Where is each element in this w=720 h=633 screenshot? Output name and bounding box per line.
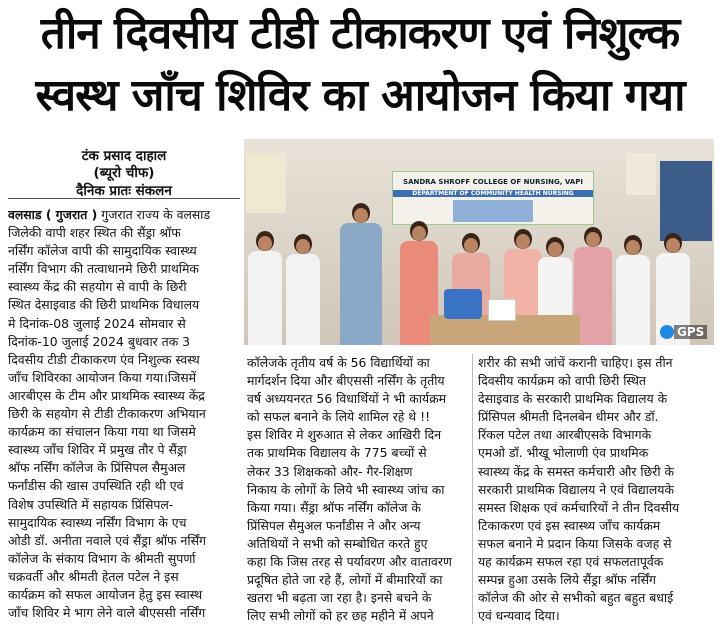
article-line: कॉलेजके तृतीय वर्ष के 56 विद्यार्थियों का	[247, 355, 430, 370]
article-line: सम्पन्न हुआ उसके लिये सैंड्रा श्रॉफ नर्सिंग	[478, 572, 656, 588]
article-line: एमओ डॉ. भीखू भोलाणी एंव प्राथमिक	[478, 445, 649, 461]
article-line: जाँच शिविरका आयोजन किया गया।जिसमें	[8, 369, 197, 385]
article-line: कॉलेज के संकाय विभाग के श्रीमती सुपर्णा	[8, 550, 196, 566]
article-line: कॉलेज की ओर से सभीको बहुत बहुत बधाई	[478, 590, 674, 606]
article-line: आरबीएस के टीम और प्राथमिक स्वास्थ्य केंद्र	[8, 387, 205, 403]
gps-location-icon	[660, 325, 674, 339]
photo-vaccine-box	[444, 289, 482, 319]
article-line: श्रॉफ नर्सिंग कॉलेज के प्रिंसिपल सैमुअल	[8, 460, 186, 476]
article-line: सरकारी प्राथमिक विद्यालय ने एवं विद्यालयके	[478, 481, 674, 497]
article-line: दिवसीय टीडी टीकाकरण एंव निशुल्क स्वस्थ	[8, 351, 200, 367]
photo-poster-left	[246, 153, 286, 213]
article-line: स्वास्थ्य जाँच शिविर में प्रमुख तौर पे सैंड्रा	[8, 442, 187, 458]
column-divider	[472, 354, 473, 624]
article-line: अतिथियों ने सभी को सम्बोधित करते हुए	[247, 535, 428, 551]
article-line: शरीर की सभी जांचें करानी चाहिए। इस तीन	[478, 355, 673, 370]
article-line: फर्नांडीस की खास उपस्थिति रही थी एवं	[8, 478, 184, 494]
byline-role: (ब्यूरो चीफ)	[93, 165, 155, 181]
article-line: इस शिविर मे शुरुआत से लेकर आखिरी दिन	[247, 427, 442, 443]
article-line: लेकर 33 शिक्षकको और- गैर-शिक्षण	[247, 463, 413, 479]
article-line	[8, 206, 240, 224]
article-line: एवं धन्यवाद दिया।	[478, 608, 560, 624]
article-line: मार्गदर्शन दिया और बीएससी नर्सिंग के तृतीय	[247, 373, 445, 389]
article-line-text: गुजरात राज्य के वलसाड	[97, 207, 211, 222]
byline-name: टंक प्रसाद दाहाल	[81, 148, 167, 164]
byline-divider	[8, 198, 240, 199]
article-line: प्रिंसिपल सैमुअल फर्नांडीस ने और अन्य	[247, 517, 421, 533]
article-line: निकाय के लोगों के लिये भी स्वास्थ्य जांच का	[247, 481, 445, 497]
article-line: वर्ष अध्ययनरत 56 विधार्थियों ने भी कार्यक्रम	[247, 391, 447, 407]
photo-white-box	[488, 299, 516, 321]
article-column-middle	[247, 354, 467, 625]
article-line: स्थित देसाइवाड की छिरी प्राथमिक विधालय	[8, 297, 200, 313]
article-line: नर्सिंग कॉलेज वापी की सामुदायिक स्वास्थ्य	[8, 243, 197, 259]
headline-line-1: तीन दिवसीय टीडी टीकाकरण एवं निशुल्क	[40, 8, 680, 59]
article-line: नर्सिंग विभाग की तत्वाधानमे छिरी प्राथमिक	[8, 261, 199, 277]
article-line: प्रिंसिपल श्रीमती दिनलबेन धीमर और डॉ.	[478, 409, 659, 425]
article-dateline: वलसाड ( गुजरात )	[8, 207, 98, 222]
article-line: प्रदूषित होते जा रहे हैं, लोगों में बीमारियों का	[247, 572, 443, 588]
article-line: को सफल बनाने के लिये शामिल रहे थे !!	[247, 409, 431, 425]
article-line: यह कार्यक्रम सफल रहा एवं सफलतापूर्वक	[478, 554, 664, 570]
photo-banner-image	[453, 200, 533, 222]
article-line: कहा कि जिस तरह से पर्यावरण और वातावरण	[247, 554, 452, 570]
article-line: सफल बनाने मे प्रदान किया जिसके वजह से	[478, 535, 672, 551]
photo-poster-right	[660, 161, 712, 241]
article-line: टिकाकरण एवं इस स्वास्थ्य जाँच कार्यक्रम	[478, 517, 661, 533]
article-line: कार्यक्रम को सफल आयोजन हेतु इस स्वास्थ	[8, 586, 203, 602]
article-line: दिनांक-10 जुलाई 2024 बुधवार तक 3	[8, 333, 191, 349]
article-line: मे दिनांक-08 जुलाई 2024 सोमवार से	[8, 315, 186, 331]
photo-banner-text-2: DEPARTMENT OF COMMUNITY HEALTH NURSING	[393, 190, 593, 197]
article-line: जिलेकी वापी शहर स्थित की सैंड्रा श्रॉफ	[8, 225, 181, 241]
article-line: सामुदायिक स्वास्थ्य नर्सिंग विभाग के एच	[8, 514, 187, 530]
article-line: स्वास्थ्य केंद्र के समस्त कर्मचारी और छिरी के	[478, 463, 675, 479]
article-line: चक्रवर्ती और श्रीमती हेतल पटेल ने इस	[8, 568, 179, 584]
article-line: जाँच शिविर मे भाग लेने वाले बीएससी नर्सिंग	[8, 605, 206, 621]
article-line: विशेष उपस्थिति में सहायक प्रिंसिपल-	[8, 496, 174, 512]
photo-poster-small	[626, 153, 656, 195]
article-line: कार्यक्रम का संचालन किया गया था जिसमे	[8, 424, 196, 440]
article-line: ओडी डॉ. अनीता नवाले एवं सैंड्रा श्रॉफ नर्सिंग	[8, 532, 206, 548]
article-line: दिवसीय कार्यक्रम को वापी छिरी स्थित	[478, 373, 646, 389]
article-line: रिंकल पटेल तथा आरबीएसके विभागके	[478, 427, 652, 443]
byline-paper: दैनिक प्रातः संकलन	[76, 183, 172, 199]
article-column-right	[478, 354, 714, 625]
photo-gps-watermark: GPS	[674, 325, 707, 339]
article-line: खतरा भी बढ़ता जा रहा है। इनसे बचने के	[247, 590, 432, 606]
article-line: छिरी के सहयोग से टीडी टीकाकरण अभियान	[8, 406, 206, 422]
article-line: किया गया। सैंड्रा श्रॉफ नर्सिंग कॉलेज के	[247, 499, 421, 515]
photo-banner-text-1: SANDRA SHROFF COLLEGE OF NURSING, VAPI	[403, 178, 583, 186]
article-line: देसाइवाड के सरकारी प्राथमिक विद्यालय के	[478, 391, 668, 407]
photo-banner	[392, 171, 594, 225]
article-line: तक प्राथमिक विद्यालय के 775 बच्चों से	[247, 445, 427, 461]
article-line: समस्त शिक्षक एवं कर्मचारियों ने तीन दिवसीय	[478, 499, 680, 515]
article-line: स्वास्थ्य केंद्र की सहयोग से वापी के छिरी	[8, 279, 187, 295]
headline-line-2: स्वस्थ जाँच शिविर का आयोजन किया गया	[35, 70, 685, 121]
news-photo	[244, 139, 714, 345]
article-column-left	[8, 206, 240, 622]
article-line: लिए सभी लोगों को हर छह महीने में अपने	[247, 608, 434, 624]
